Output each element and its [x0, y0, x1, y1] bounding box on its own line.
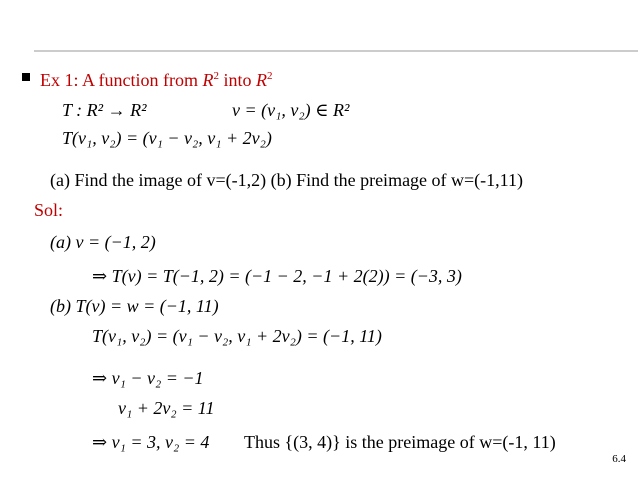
- step-b4: v₁ + 2v₂ = 11: [118, 398, 215, 418]
- step-b5-math: ⇒ v₁ = 3, v₂ = 4: [92, 432, 210, 452]
- step-b1: (b) T(v) = w = (−1, 11): [50, 296, 219, 316]
- title-exp1: 2: [213, 70, 219, 82]
- page-number: 6.4: [612, 453, 626, 465]
- step-a1: (a) v = (−1, 2): [50, 232, 156, 252]
- title-r1: R: [202, 70, 214, 90]
- title-label: Ex 1: A function from: [40, 70, 203, 90]
- question-text: (a) Find the image of v=(-1,2) (b) Find the preimage of w=(-1,11): [50, 170, 524, 190]
- solution-label: Sol:: [34, 200, 64, 220]
- slide-title: [40, 66, 273, 90]
- title-into: into: [218, 70, 256, 90]
- title-r2: R: [256, 70, 267, 90]
- step-b2: T(v₁, v₂) = (v₁ − v₂, v₁ + 2v₂) = (−1, 11): [92, 326, 382, 346]
- bullet-icon: [22, 73, 30, 81]
- step-b5-text: Thus {(3, 4)} is the preimage of w=(-1, 11): [244, 432, 556, 452]
- step-b3: ⇒ v₁ − v₂ = −1: [92, 368, 204, 388]
- transformation-formula: T(v₁, v₂) = (v₁ − v₂, v₁ + 2v₂): [62, 128, 272, 148]
- header-rule: [34, 50, 638, 52]
- mapping-def: T : R² → R²: [62, 100, 147, 120]
- vector-def: v = (v₁, v₂) ∈ R²: [232, 100, 350, 120]
- title-exp2: 2: [267, 70, 273, 82]
- step-a2: ⇒ T(v) = T(−1, 2) = (−1 − 2, −1 + 2(2)) = (−3, 3): [92, 266, 462, 286]
